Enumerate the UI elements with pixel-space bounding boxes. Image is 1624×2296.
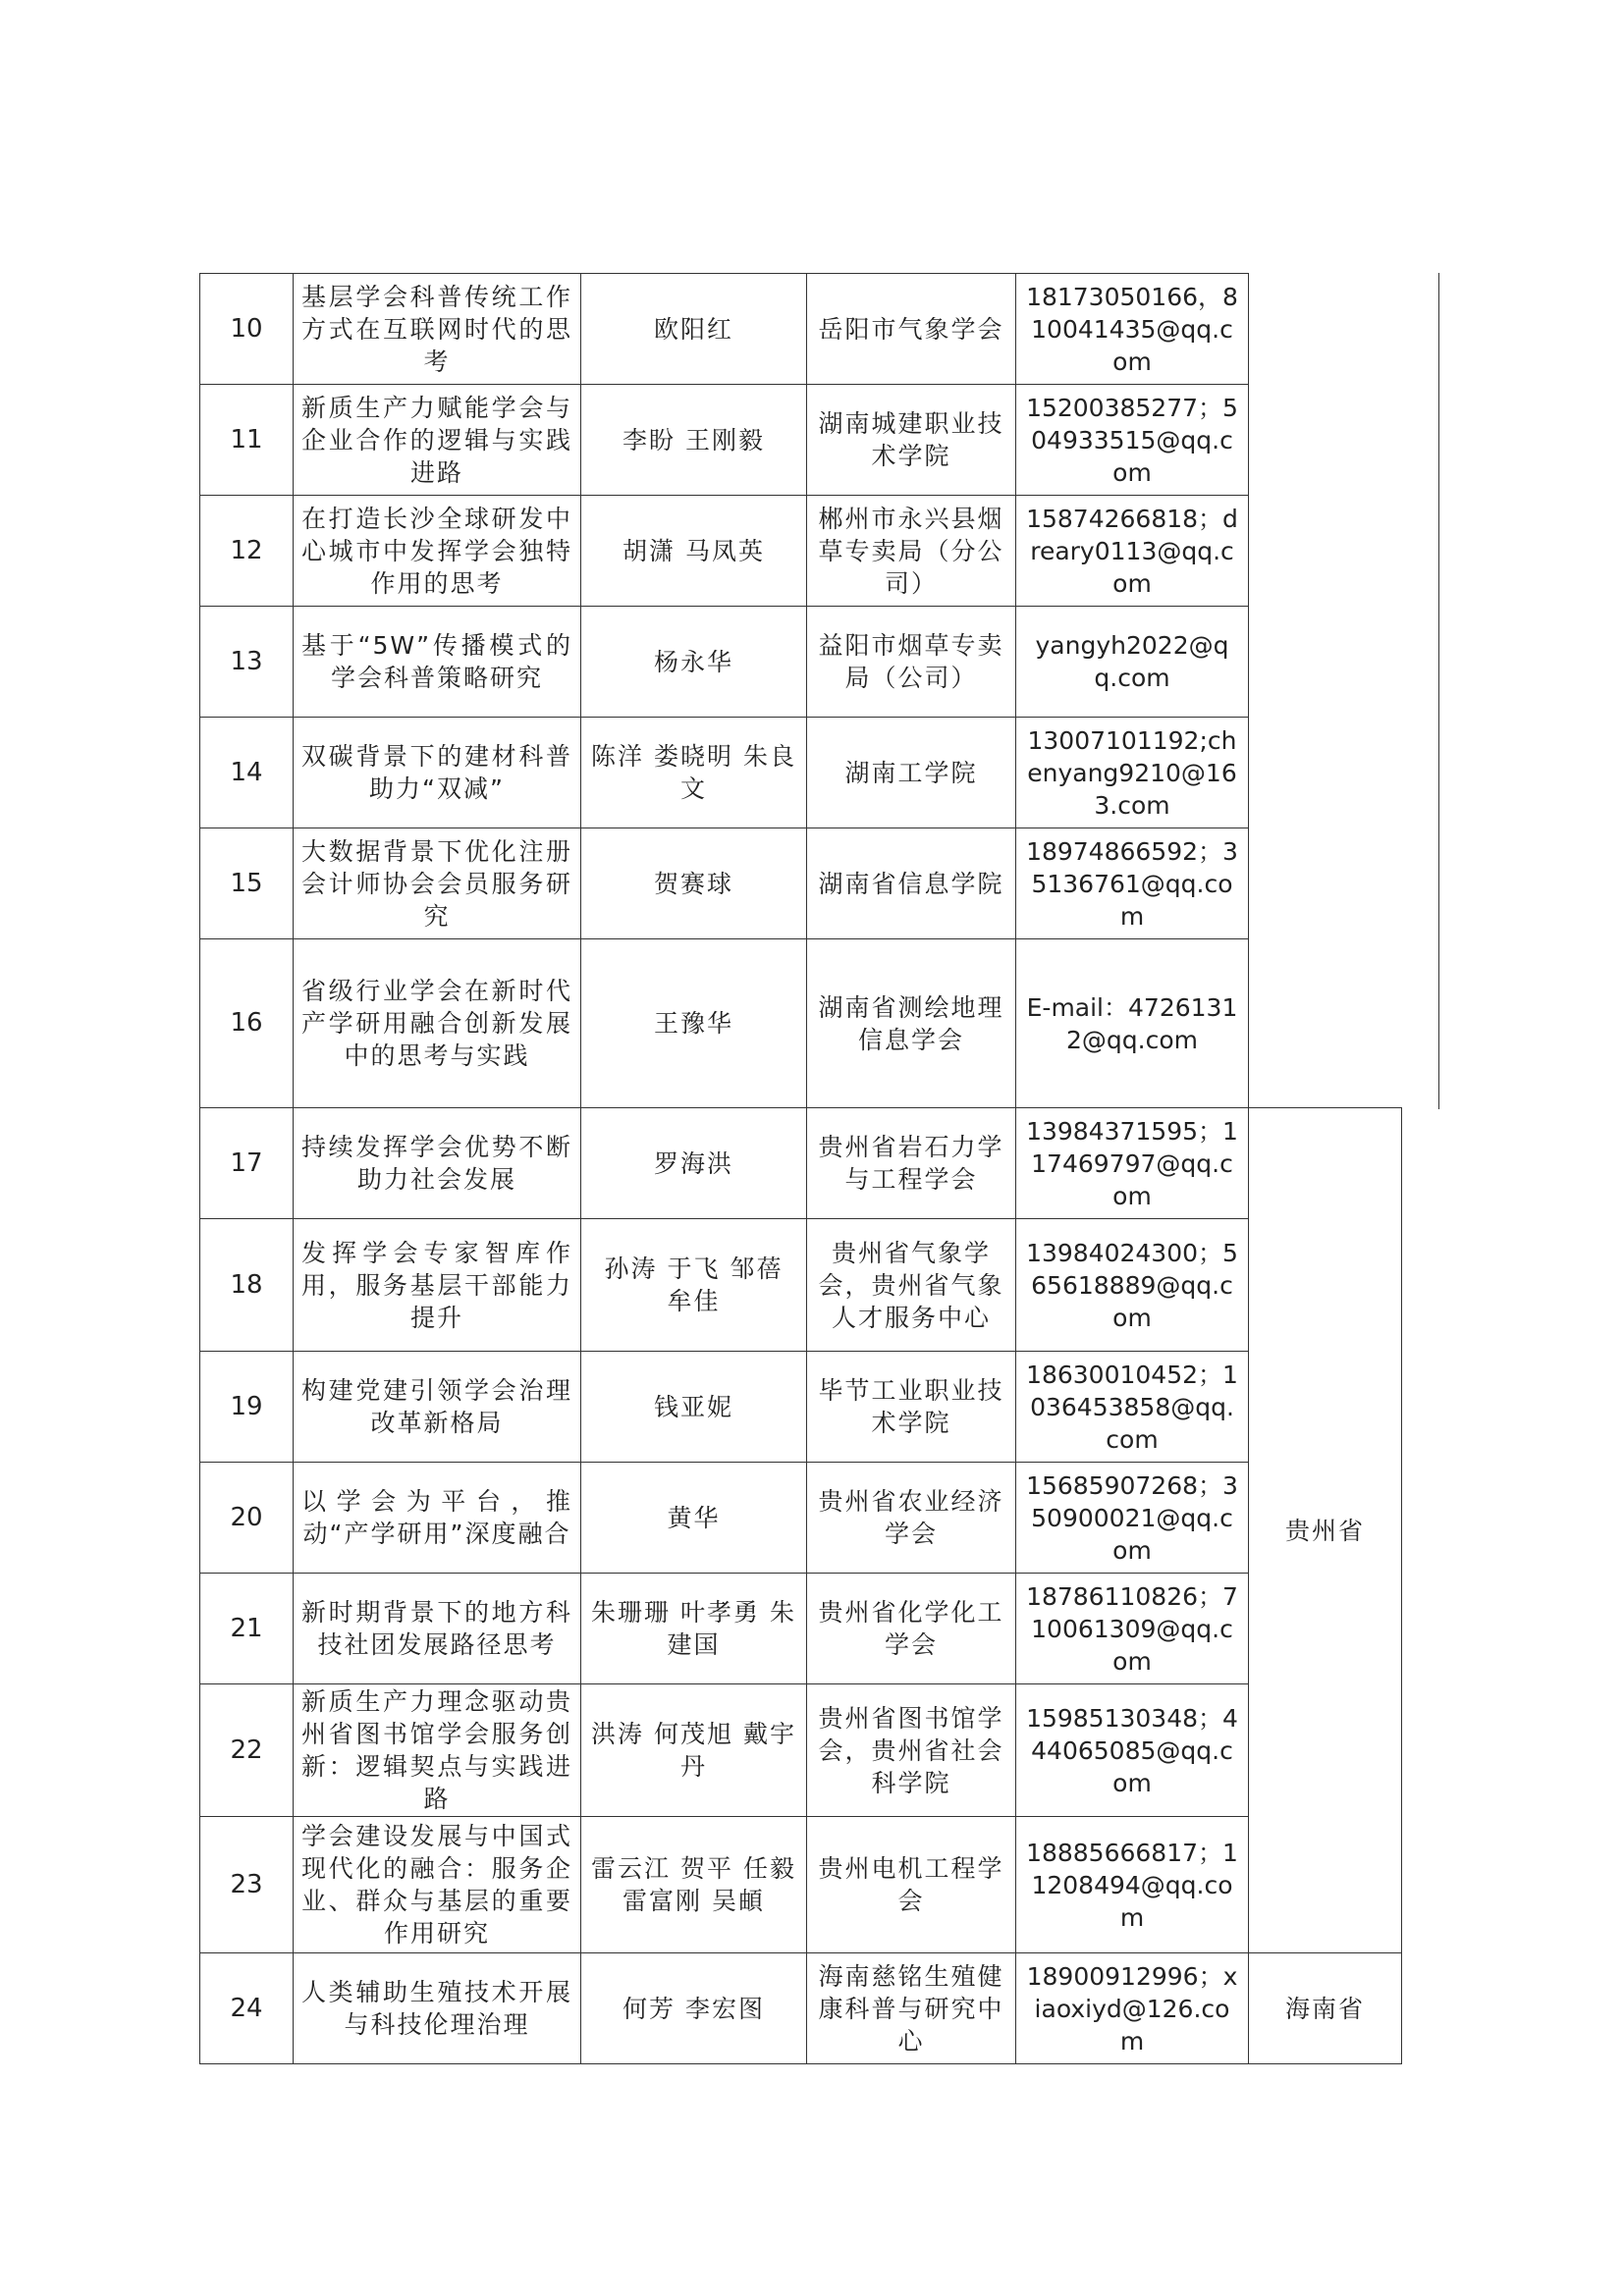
authors: 罗海洪 — [581, 1108, 807, 1219]
authors: 何芳 李宏图 — [581, 1953, 807, 2064]
contact: 15200385277；504933515@qq.com — [1016, 385, 1249, 496]
contact: 15685907268；350900021@qq.com — [1016, 1463, 1249, 1574]
table-row — [200, 1219, 1402, 1352]
paper-title: 持续发挥学会优势不断助力社会发展 — [294, 1108, 581, 1219]
contact: 18900912996；xiaoxiyd@126.com — [1016, 1953, 1249, 2064]
authors: 杨永华 — [581, 607, 807, 718]
authors: 雷云江 贺平 任毅 雷富刚 吴頔 — [581, 1817, 807, 1953]
organization: 湖南工学院 — [807, 718, 1016, 828]
contact: 13007101192;chenyang9210@163.com — [1016, 718, 1249, 828]
contact: 15874266818；dreary0113@qq.com — [1016, 496, 1249, 607]
organization: 湖南省信息学院 — [807, 828, 1016, 939]
row-number: 12 — [200, 496, 294, 607]
authors: 王豫华 — [581, 939, 807, 1108]
authors: 陈洋 娄晓明 朱良文 — [581, 718, 807, 828]
paper-title: 省级行业学会在新时代产学研用融合创新发展中的思考与实践 — [294, 939, 581, 1108]
organization: 湖南省测绘地理信息学会 — [807, 939, 1016, 1108]
table-row — [200, 385, 1402, 496]
authors: 贺赛球 — [581, 828, 807, 939]
row-number: 15 — [200, 828, 294, 939]
table-row — [200, 1817, 1402, 1953]
authors: 洪涛 何茂旭 戴宇丹 — [581, 1684, 807, 1817]
paper-title: 基层学会科普传统工作方式在互联网时代的思考 — [294, 274, 581, 385]
papers-table — [199, 273, 1402, 2064]
paper-title: 新质生产力理念驱动贵州省图书馆学会服务创新：逻辑契点与实践进路 — [294, 1684, 581, 1817]
row-number: 11 — [200, 385, 294, 496]
organization: 贵州省气象学会，贵州省气象人才服务中心 — [807, 1219, 1016, 1352]
contact: 13984024300；565618889@qq.com — [1016, 1219, 1249, 1352]
paper-title: 新质生产力赋能学会与企业合作的逻辑与实践进路 — [294, 385, 581, 496]
authors: 朱珊珊 叶孝勇 朱建国 — [581, 1574, 807, 1684]
row-number: 17 — [200, 1108, 294, 1219]
organization: 贵州省农业经济学会 — [807, 1463, 1016, 1574]
right-border-rule — [1438, 273, 1439, 1109]
contact: yangyh2022@qq.com — [1016, 607, 1249, 718]
organization: 贵州电机工程学会 — [807, 1817, 1016, 1953]
paper-title: 双碳背景下的建材科普助力“双减” — [294, 718, 581, 828]
row-number: 20 — [200, 1463, 294, 1574]
organization: 岳阳市气象学会 — [807, 274, 1016, 385]
row-number: 23 — [200, 1817, 294, 1953]
table-row — [200, 1684, 1402, 1817]
contact: 18786110826；710061309@qq.com — [1016, 1574, 1249, 1684]
paper-title: 新时期背景下的地方科技社团发展路径思考 — [294, 1574, 581, 1684]
authors: 孙涛 于飞 邹蓓 牟佳 — [581, 1219, 807, 1352]
authors: 李盼 王刚毅 — [581, 385, 807, 496]
row-number: 22 — [200, 1684, 294, 1817]
organization: 毕节工业职业技术学院 — [807, 1352, 1016, 1463]
authors: 胡潇 马凤英 — [581, 496, 807, 607]
organization: 贵州省岩石力学与工程学会 — [807, 1108, 1016, 1219]
table-row — [200, 1108, 1402, 1219]
table-row — [200, 1463, 1402, 1574]
contact: 15985130348；444065085@qq.com — [1016, 1684, 1249, 1817]
table-row — [200, 496, 1402, 607]
organization: 益阳市烟草专卖局（公司） — [807, 607, 1016, 718]
organization: 贵州省图书馆学会，贵州省社会科学院 — [807, 1684, 1016, 1817]
row-number: 21 — [200, 1574, 294, 1684]
paper-title: 在打造长沙全球研发中心城市中发挥学会独特作用的思考 — [294, 496, 581, 607]
province-cell-continued — [1249, 274, 1402, 1108]
row-number: 16 — [200, 939, 294, 1108]
table-row — [200, 274, 1402, 385]
paper-title: 人类辅助生殖技术开展与科技伦理治理 — [294, 1953, 581, 2064]
table-row — [200, 828, 1402, 939]
row-number: 10 — [200, 274, 294, 385]
province-hainan: 海南省 — [1249, 1953, 1402, 2064]
row-number: 13 — [200, 607, 294, 718]
table-row — [200, 1574, 1402, 1684]
table-row — [200, 1953, 1402, 2064]
table-row — [200, 939, 1402, 1108]
row-number: 18 — [200, 1219, 294, 1352]
paper-title: 基于“5W”传播模式的学会科普策略研究 — [294, 607, 581, 718]
contact: 13984371595；117469797@qq.com — [1016, 1108, 1249, 1219]
province-guizhou: 贵州省 — [1249, 1108, 1402, 1953]
row-number: 14 — [200, 718, 294, 828]
organization: 郴州市永兴县烟草专卖局（分公司） — [807, 496, 1016, 607]
contact: 18885666817；11208494@qq.com — [1016, 1817, 1249, 1953]
paper-title: 以学会为平台，推动“产学研用”深度融合 — [294, 1463, 581, 1574]
contact: 18173050166，810041435@qq.com — [1016, 274, 1249, 385]
contact: 18630010452；1036453858@qq.com — [1016, 1352, 1249, 1463]
authors: 黄华 — [581, 1463, 807, 1574]
organization: 贵州省化学化工学会 — [807, 1574, 1016, 1684]
paper-title: 构建党建引领学会治理改革新格局 — [294, 1352, 581, 1463]
row-number: 19 — [200, 1352, 294, 1463]
authors: 钱亚妮 — [581, 1352, 807, 1463]
row-number: 24 — [200, 1953, 294, 2064]
table-row — [200, 607, 1402, 718]
table-row — [200, 718, 1402, 828]
paper-title: 发挥学会专家智库作用，服务基层干部能力提升 — [294, 1219, 581, 1352]
contact: 18974866592；35136761@qq.com — [1016, 828, 1249, 939]
table-row — [200, 1352, 1402, 1463]
contact: E-mail：47261312@qq.com — [1016, 939, 1249, 1108]
paper-title: 大数据背景下优化注册会计师协会会员服务研究 — [294, 828, 581, 939]
authors: 欧阳红 — [581, 274, 807, 385]
organization: 海南慈铭生殖健康科普与研究中心 — [807, 1953, 1016, 2064]
paper-title: 学会建设发展与中国式现代化的融合：服务企业、群众与基层的重要作用研究 — [294, 1817, 581, 1953]
organization: 湖南城建职业技术学院 — [807, 385, 1016, 496]
